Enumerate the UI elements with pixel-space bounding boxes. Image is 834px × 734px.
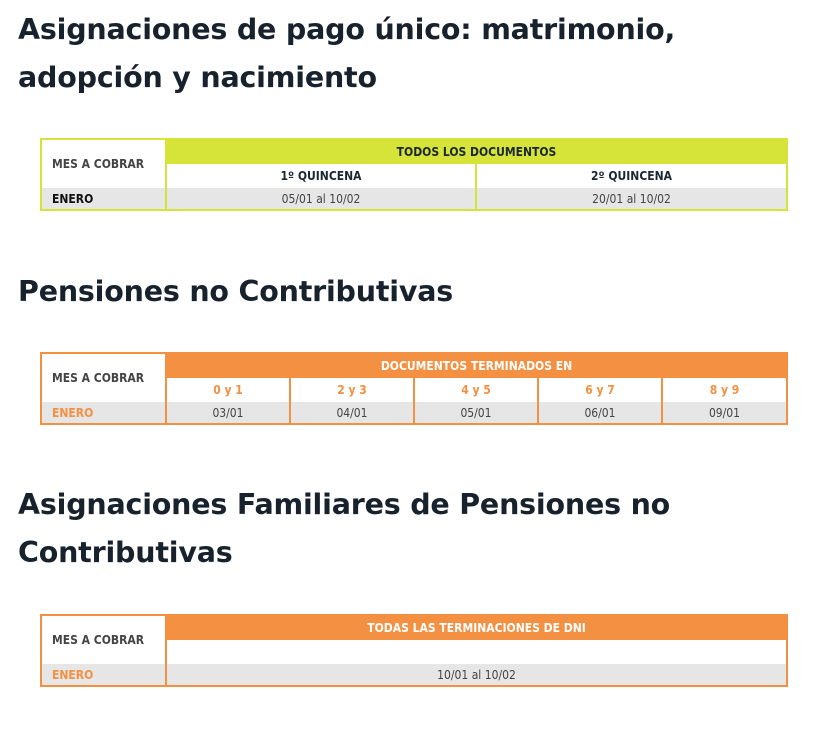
table-cell: 09/01: [662, 402, 786, 423]
subheader-2-3: 2 y 3: [290, 378, 414, 402]
table-cell: 05/01: [414, 402, 538, 423]
subheader-6-7: 6 y 7: [538, 378, 662, 402]
table-header: TODOS LOS DOCUMENTOS: [166, 140, 786, 164]
table-row: [42, 402, 786, 423]
table-cell: 04/01: [290, 402, 414, 423]
table-pago-unico: [40, 138, 788, 211]
table-cell: 10/01 al 10/02: [166, 664, 786, 685]
table-cell: 03/01: [166, 402, 290, 423]
subheader-empty: [166, 640, 786, 664]
table-pensiones: [40, 352, 788, 425]
table-header: DOCUMENTOS TERMINADOS EN: [166, 354, 786, 378]
table-header: TODAS LAS TERMINACIONES DE DNI: [166, 616, 786, 640]
subheader-0-1: 0 y 1: [166, 378, 290, 402]
corner-label: MES A COBRAR: [42, 140, 166, 188]
row-label: ENERO: [42, 188, 166, 209]
subheader-8-9: 8 y 9: [662, 378, 786, 402]
table-cell: 06/01: [538, 402, 662, 423]
subheader-2: 2º QUINCENA: [476, 164, 786, 188]
row-label: ENERO: [42, 664, 166, 685]
corner-label: MES A COBRAR: [42, 354, 166, 402]
subheader-4-5: 4 y 5: [414, 378, 538, 402]
corner-label: MES A COBRAR: [42, 616, 166, 664]
table-row: [42, 188, 786, 209]
subheader-1: 1º QUINCENA: [166, 164, 476, 188]
table-cell: 20/01 al 10/02: [476, 188, 786, 209]
table-asignaciones-familiares: [40, 614, 788, 687]
section-title-pago-unico: Asignaciones de pago único: matrimonio, adopción y nacimiento: [18, 13, 676, 94]
section-title-pensiones: Pensiones no Contributivas: [18, 275, 454, 308]
section-title-asignaciones-familiares: Asignaciones Familiares de Pensiones no Contributivas: [18, 488, 671, 569]
table-cell: 05/01 al 10/02: [166, 188, 476, 209]
table-row: [42, 664, 786, 685]
row-label: ENERO: [42, 402, 166, 423]
